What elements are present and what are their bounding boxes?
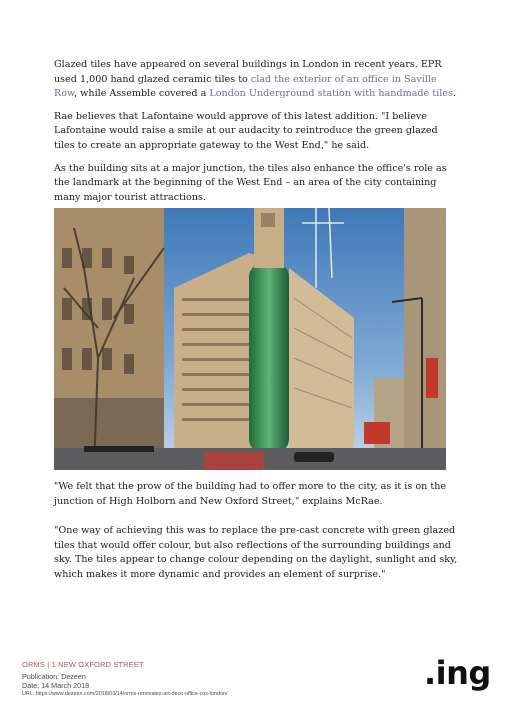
link-underground-station[interactable]: London Underground station with handmade tiles: [209, 88, 453, 100]
building-photo: [54, 208, 446, 470]
article-body: [54, 58, 458, 213]
paragraph-text: Glazed tiles have appeared on several buildings in London in recent years. EPR used 1,000 hand glazed ceramic tiles to: [54, 59, 442, 85]
paragraph-lafontaine: Rae believes that Lafontaine would approve of this latest addition. "I believe Lafontaine would raise a smile at our audacity to reintroduce the green glazed tiles to create an appropriate gateway to the West End," he said.: [54, 110, 438, 151]
paragraph-junction: As the building sits at a major junction, the tiles also enhance the office's role as the landmark at the beginning of the West End – an area of the city containing many major tourist attractions.: [54, 162, 447, 203]
paragraph-text: .: [452, 88, 456, 100]
quote-glazed-tiles: [54, 524, 458, 582]
footer-url[interactable]: URL: https://www.dezeen.com/2018/03/14/orms-renovates-art-deco-office-cos-london/: [22, 691, 228, 698]
quote-text: "One way of achieving this was to replace the pre-cast concrete with green glazed tiles that would offer colour, but also reflections of the surrounding buildings and sky. The tiles appear to change colour depending on the daylight, sunlight and sky, which makes it more dynamic and provides an element of surprise.": [54, 525, 458, 580]
quote-mcrae: [54, 480, 458, 509]
paragraph-text: , while Assemble covered a: [74, 88, 210, 100]
link-saville-row-office[interactable]: clad the exterior of an office in Saville Row: [54, 73, 437, 100]
footer-project-title: ORMS | 1 NEW OXFORD STREET: [22, 660, 144, 669]
quote-text: "We felt that the prow of the building had to offer more to the city, as it is on the junction of High Holborn and New Oxford Street," explains McRae.: [54, 481, 447, 507]
ing-logo: .ing: [424, 654, 491, 692]
footer-meta: [22, 673, 227, 699]
paragraph-tiles: [54, 58, 458, 102]
footer-publication: Publication: Dezeen: [22, 672, 86, 681]
footer-date: Date: 14 March 2018: [22, 680, 90, 690]
